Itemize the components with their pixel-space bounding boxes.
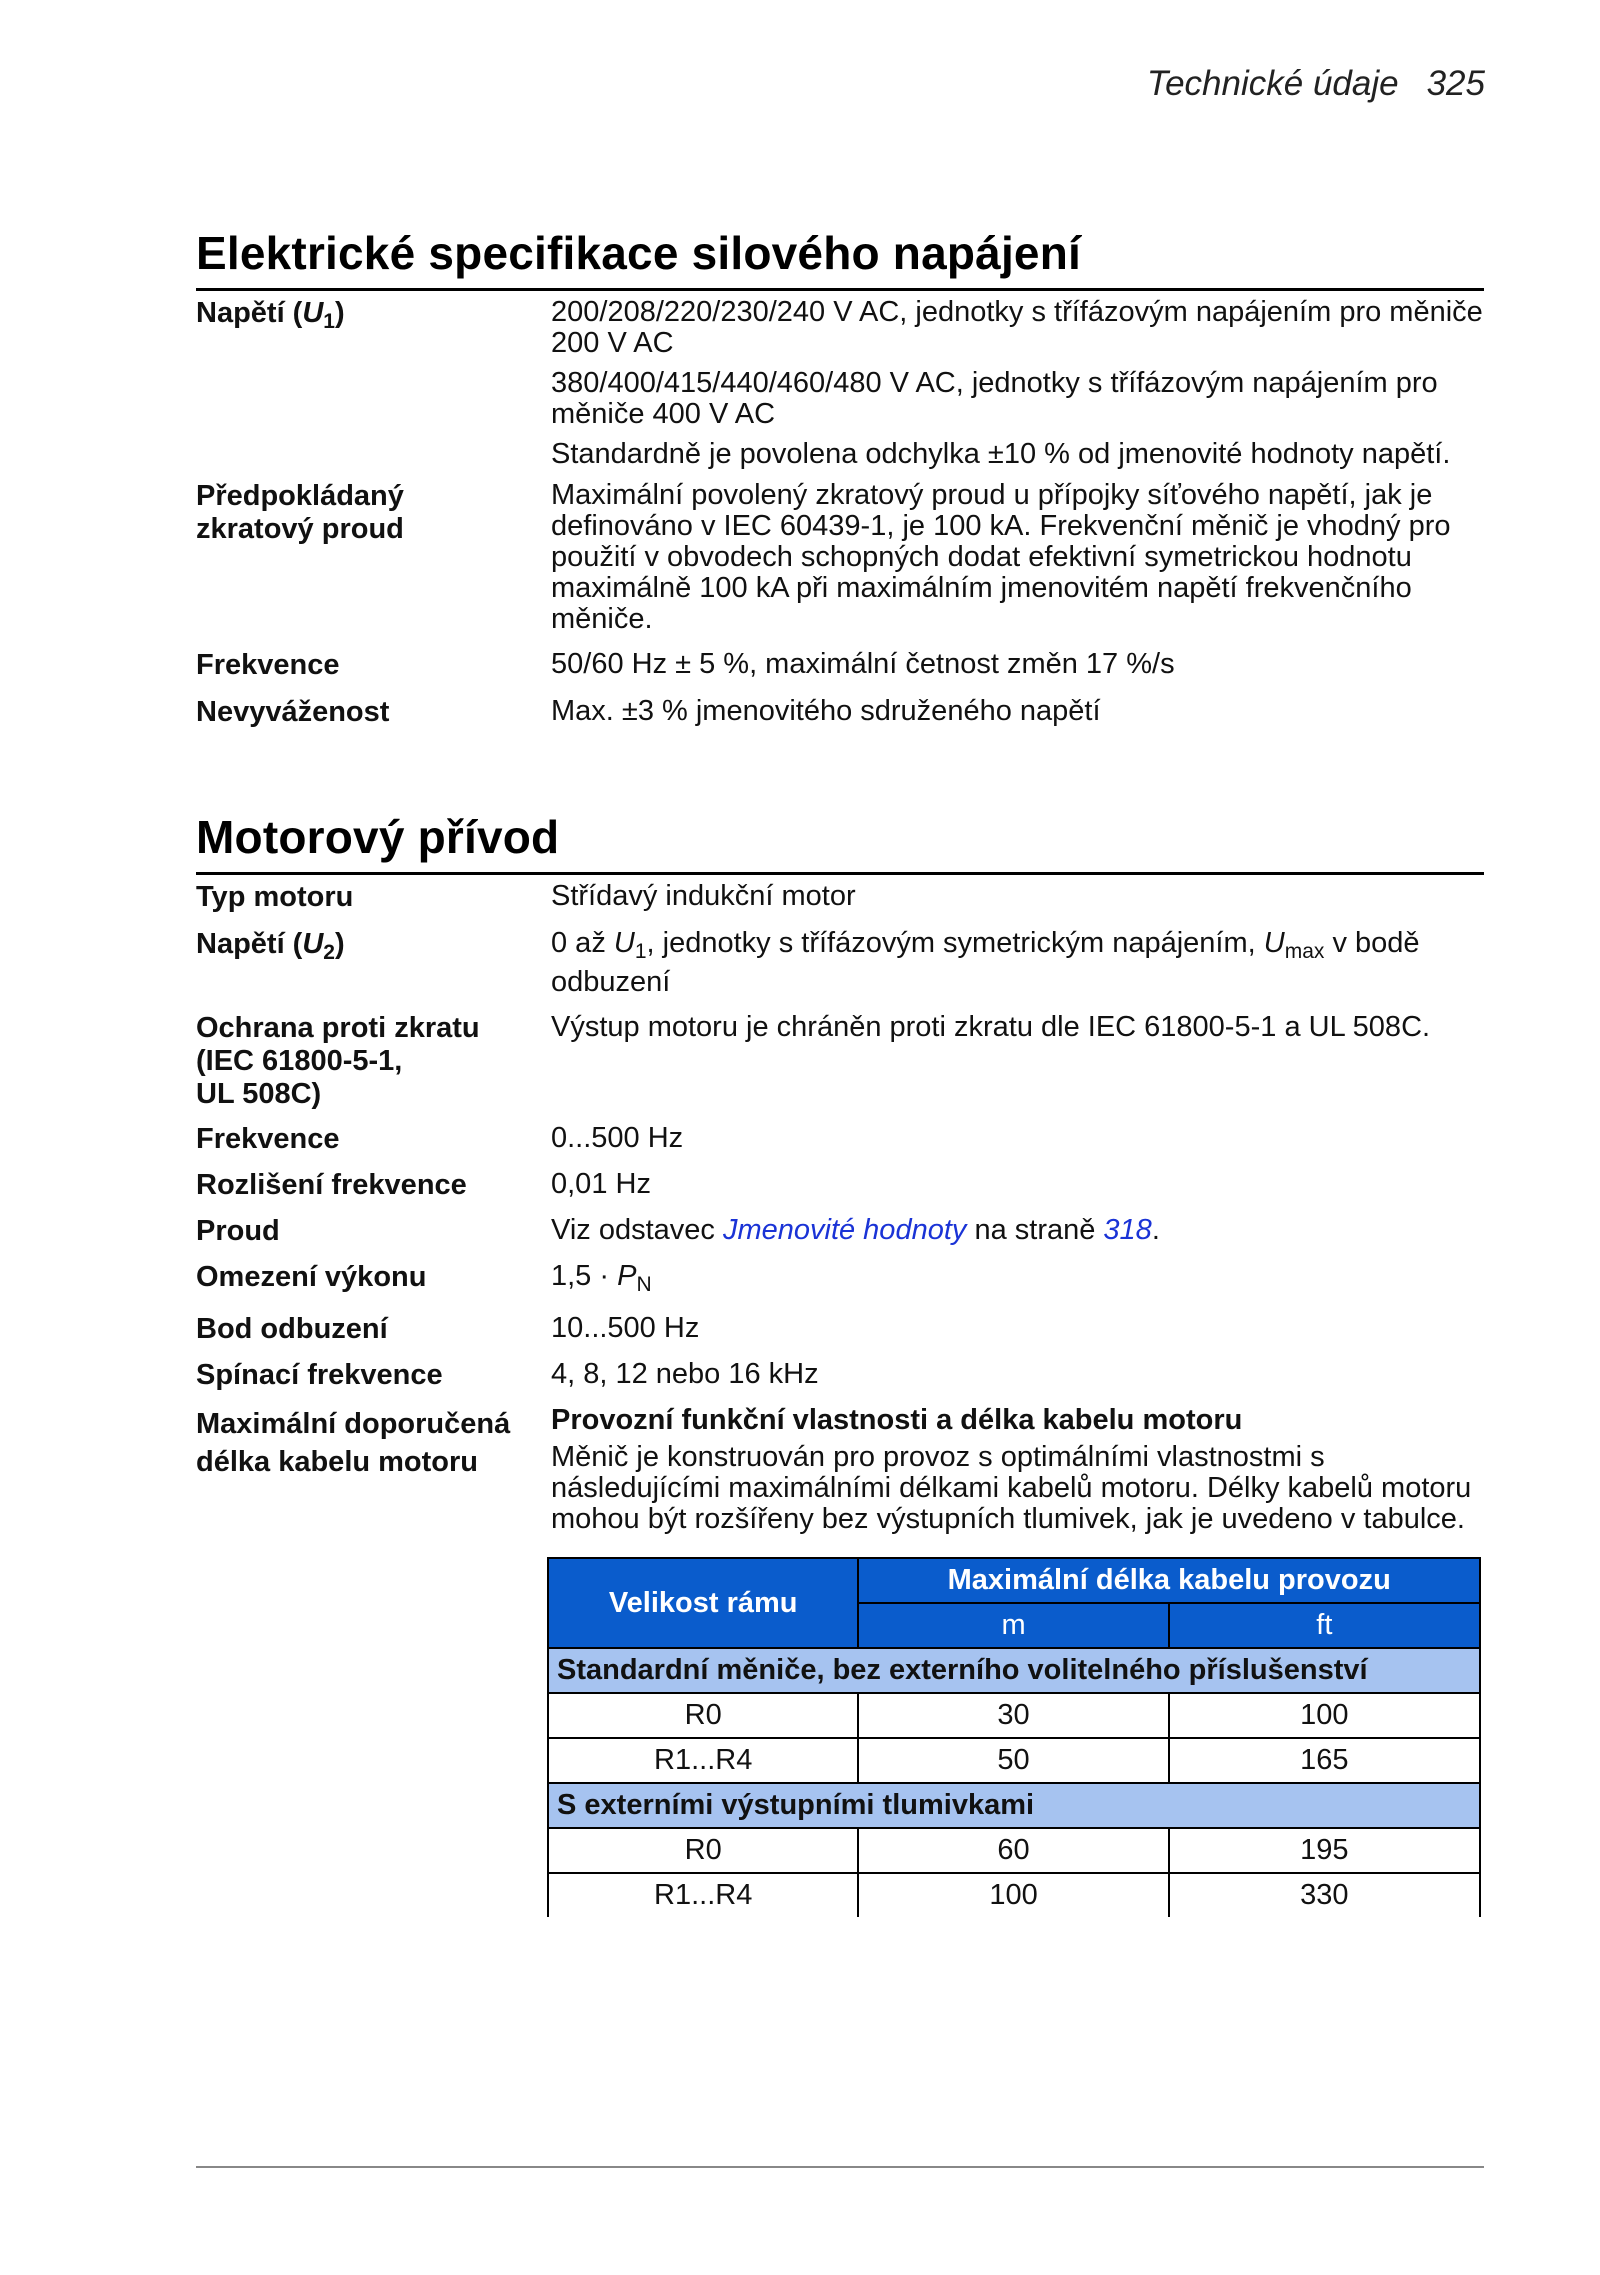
motor-type-row <box>196 881 1484 914</box>
motor-voltage-row <box>196 928 1484 998</box>
power-voltage-tolerance: Standardně je povolena odchylka ±10 % od jmenovité hodnoty napětí. <box>551 438 1451 470</box>
group-reactors-title: S externími výstupními tlumivkami <box>548 1783 1480 1828</box>
motor-frequency-value: 0...500 Hz <box>551 1122 684 1154</box>
power-frequency-label: Frekvence <box>196 649 340 681</box>
protection-label: Ochrana proti zkratu (IEC 61800-5-1, UL 508C) <box>196 1012 480 1110</box>
ratings-link[interactable]: Jmenovité hodnoty <box>722 1214 967 1246</box>
motor-type-value: Střídavý indukční motor <box>551 880 856 912</box>
power-voltage-row <box>196 297 1484 470</box>
motor-frequency-label: Frekvence <box>196 1123 340 1155</box>
cell-m: 30 <box>858 1693 1168 1738</box>
current-row <box>196 1215 1484 1248</box>
imbalance-label: Nevyváženost <box>196 696 390 728</box>
cell-frame: R0 <box>548 1828 858 1873</box>
power-section-title: Elektrické specifikace silového napájení <box>196 226 1484 291</box>
cable-length-description: Měnič je konstruován pro provoz s optimálními vlastnostmi s následujícími maximálními délkami kabelů motoru. Délky kabelů motoru mohou být rozšířeny bez výstupních tlumivek, jak je uvedeno v tabulce. <box>551 1441 1472 1535</box>
resolution-label: Rozlišení frekvence <box>196 1169 467 1201</box>
cable-length-row <box>196 1405 1484 1917</box>
table-row <box>548 1693 1480 1738</box>
cell-ft: 165 <box>1169 1738 1480 1783</box>
imbalance-row <box>196 696 1484 729</box>
cell-frame: R1...R4 <box>548 1873 858 1917</box>
cell-m: 60 <box>858 1828 1168 1873</box>
table-row <box>548 1738 1480 1783</box>
group-standard-title: Standardní měniče, bez externího volitelného příslušenství <box>548 1648 1480 1693</box>
page-number: 325 <box>1426 64 1485 103</box>
cell-m: 100 <box>858 1873 1168 1917</box>
power-limit-value: $1,5 \cdot P_N$ <box>551 1260 652 1296</box>
short-circuit-label: Předpokládaný zkratový proud <box>196 480 404 545</box>
footer-divider <box>196 2166 1484 2168</box>
current-label: Proud <box>196 1215 280 1247</box>
switching-label: Spínací frekvence <box>196 1359 443 1391</box>
cable-length-content <box>551 1405 1484 1917</box>
page-header <box>1147 64 1485 104</box>
power-section <box>196 226 1484 729</box>
motor-voltage-label: Napětí $(U_2)$ <box>196 928 345 964</box>
field-weakening-label: Bod odbuzení <box>196 1313 388 1345</box>
power-limit-label: Omezení výkonu <box>196 1261 427 1293</box>
field-weakening-row <box>196 1313 1484 1346</box>
header-title: Technické údaje <box>1146 64 1399 103</box>
resolution-value: 0,01 Hz <box>551 1168 651 1200</box>
cell-m: 50 <box>858 1738 1168 1783</box>
switching-value: 4, 8, 12 nebo 16 kHz <box>551 1358 819 1390</box>
protection-value: Výstup motoru je chráněn proti zkratu dle IEC 61800-5-1 a UL 508C. <box>551 1011 1431 1043</box>
current-value: Viz odstavec Jmenovité hodnoty na straně 318. <box>551 1214 1160 1246</box>
motor-frequency-row <box>196 1123 1484 1156</box>
switching-row <box>196 1359 1484 1392</box>
table-row <box>548 1873 1480 1917</box>
col-unit-ft: ft <box>1169 1603 1480 1648</box>
power-frequency-row <box>196 649 1484 682</box>
resolution-row <box>196 1169 1484 1202</box>
motor-type-label: Typ motoru <box>196 881 354 913</box>
col-length-header: Maximální délka kabelu provozu <box>858 1558 1480 1603</box>
cell-ft: 195 <box>1169 1828 1480 1873</box>
short-circuit-row <box>196 480 1484 635</box>
cable-length-subheading: Provozní funkční vlastnosti a délka kabelu motoru <box>551 1404 1243 1436</box>
power-limit-row <box>196 1261 1484 1300</box>
power-voltage-value-200: 200/208/220/230/240 V AC, jednotky s třífázovým napájením pro měniče 200 V AC <box>551 296 1483 359</box>
cable-length-table <box>547 1557 1481 1917</box>
col-unit-m: m <box>858 1603 1168 1648</box>
motor-section <box>196 810 1484 1917</box>
cell-frame: R0 <box>548 1693 858 1738</box>
short-circuit-value: Maximální povolený zkratový proud u přípojky síťového napětí, jak je definováno v IEC 60439-1, je 100 kA. Frekvenční měnič je vhodný pro použití v obvodech schopných dodat efektivní symetrickou hodnotu maximálně 100 kA při maximálním jmenovitém napětí frekvenčního měniče. <box>551 479 1451 635</box>
power-frequency-value: 50/60 Hz ± 5 %, maximální četnost změn 17 %/s <box>551 648 1175 680</box>
field-weakening-value: 10...500 Hz <box>551 1312 700 1344</box>
cell-ft: 330 <box>1169 1873 1480 1917</box>
motor-voltage-value: 0 až $U_1$, jednotky s třífázovým symetrickým napájením, $U_{max}$ v bodě odbuzení <box>551 927 1420 998</box>
imbalance-value: Max. ±3 % jmenovitého sdruženého napětí <box>551 695 1101 727</box>
power-voltage-label: Napětí $(U_1)$ <box>196 297 345 333</box>
cell-frame: R1...R4 <box>548 1738 858 1783</box>
col-frame-header: Velikost rámu <box>548 1558 858 1648</box>
page-318-link[interactable]: 318 <box>1103 1214 1152 1246</box>
protection-row <box>196 1012 1484 1111</box>
power-voltage-value-400: 380/400/415/440/460/480 V AC, jednotky s třífázovým napájením pro měniče 400 V AC <box>551 367 1438 430</box>
cable-length-label: Maximální doporučená délka kabelu motoru <box>196 1408 511 1478</box>
cell-ft: 100 <box>1169 1693 1480 1738</box>
table-row <box>548 1828 1480 1873</box>
motor-section-title: Motorový přívod <box>196 810 1484 875</box>
power-voltage-values <box>551 297 1484 470</box>
